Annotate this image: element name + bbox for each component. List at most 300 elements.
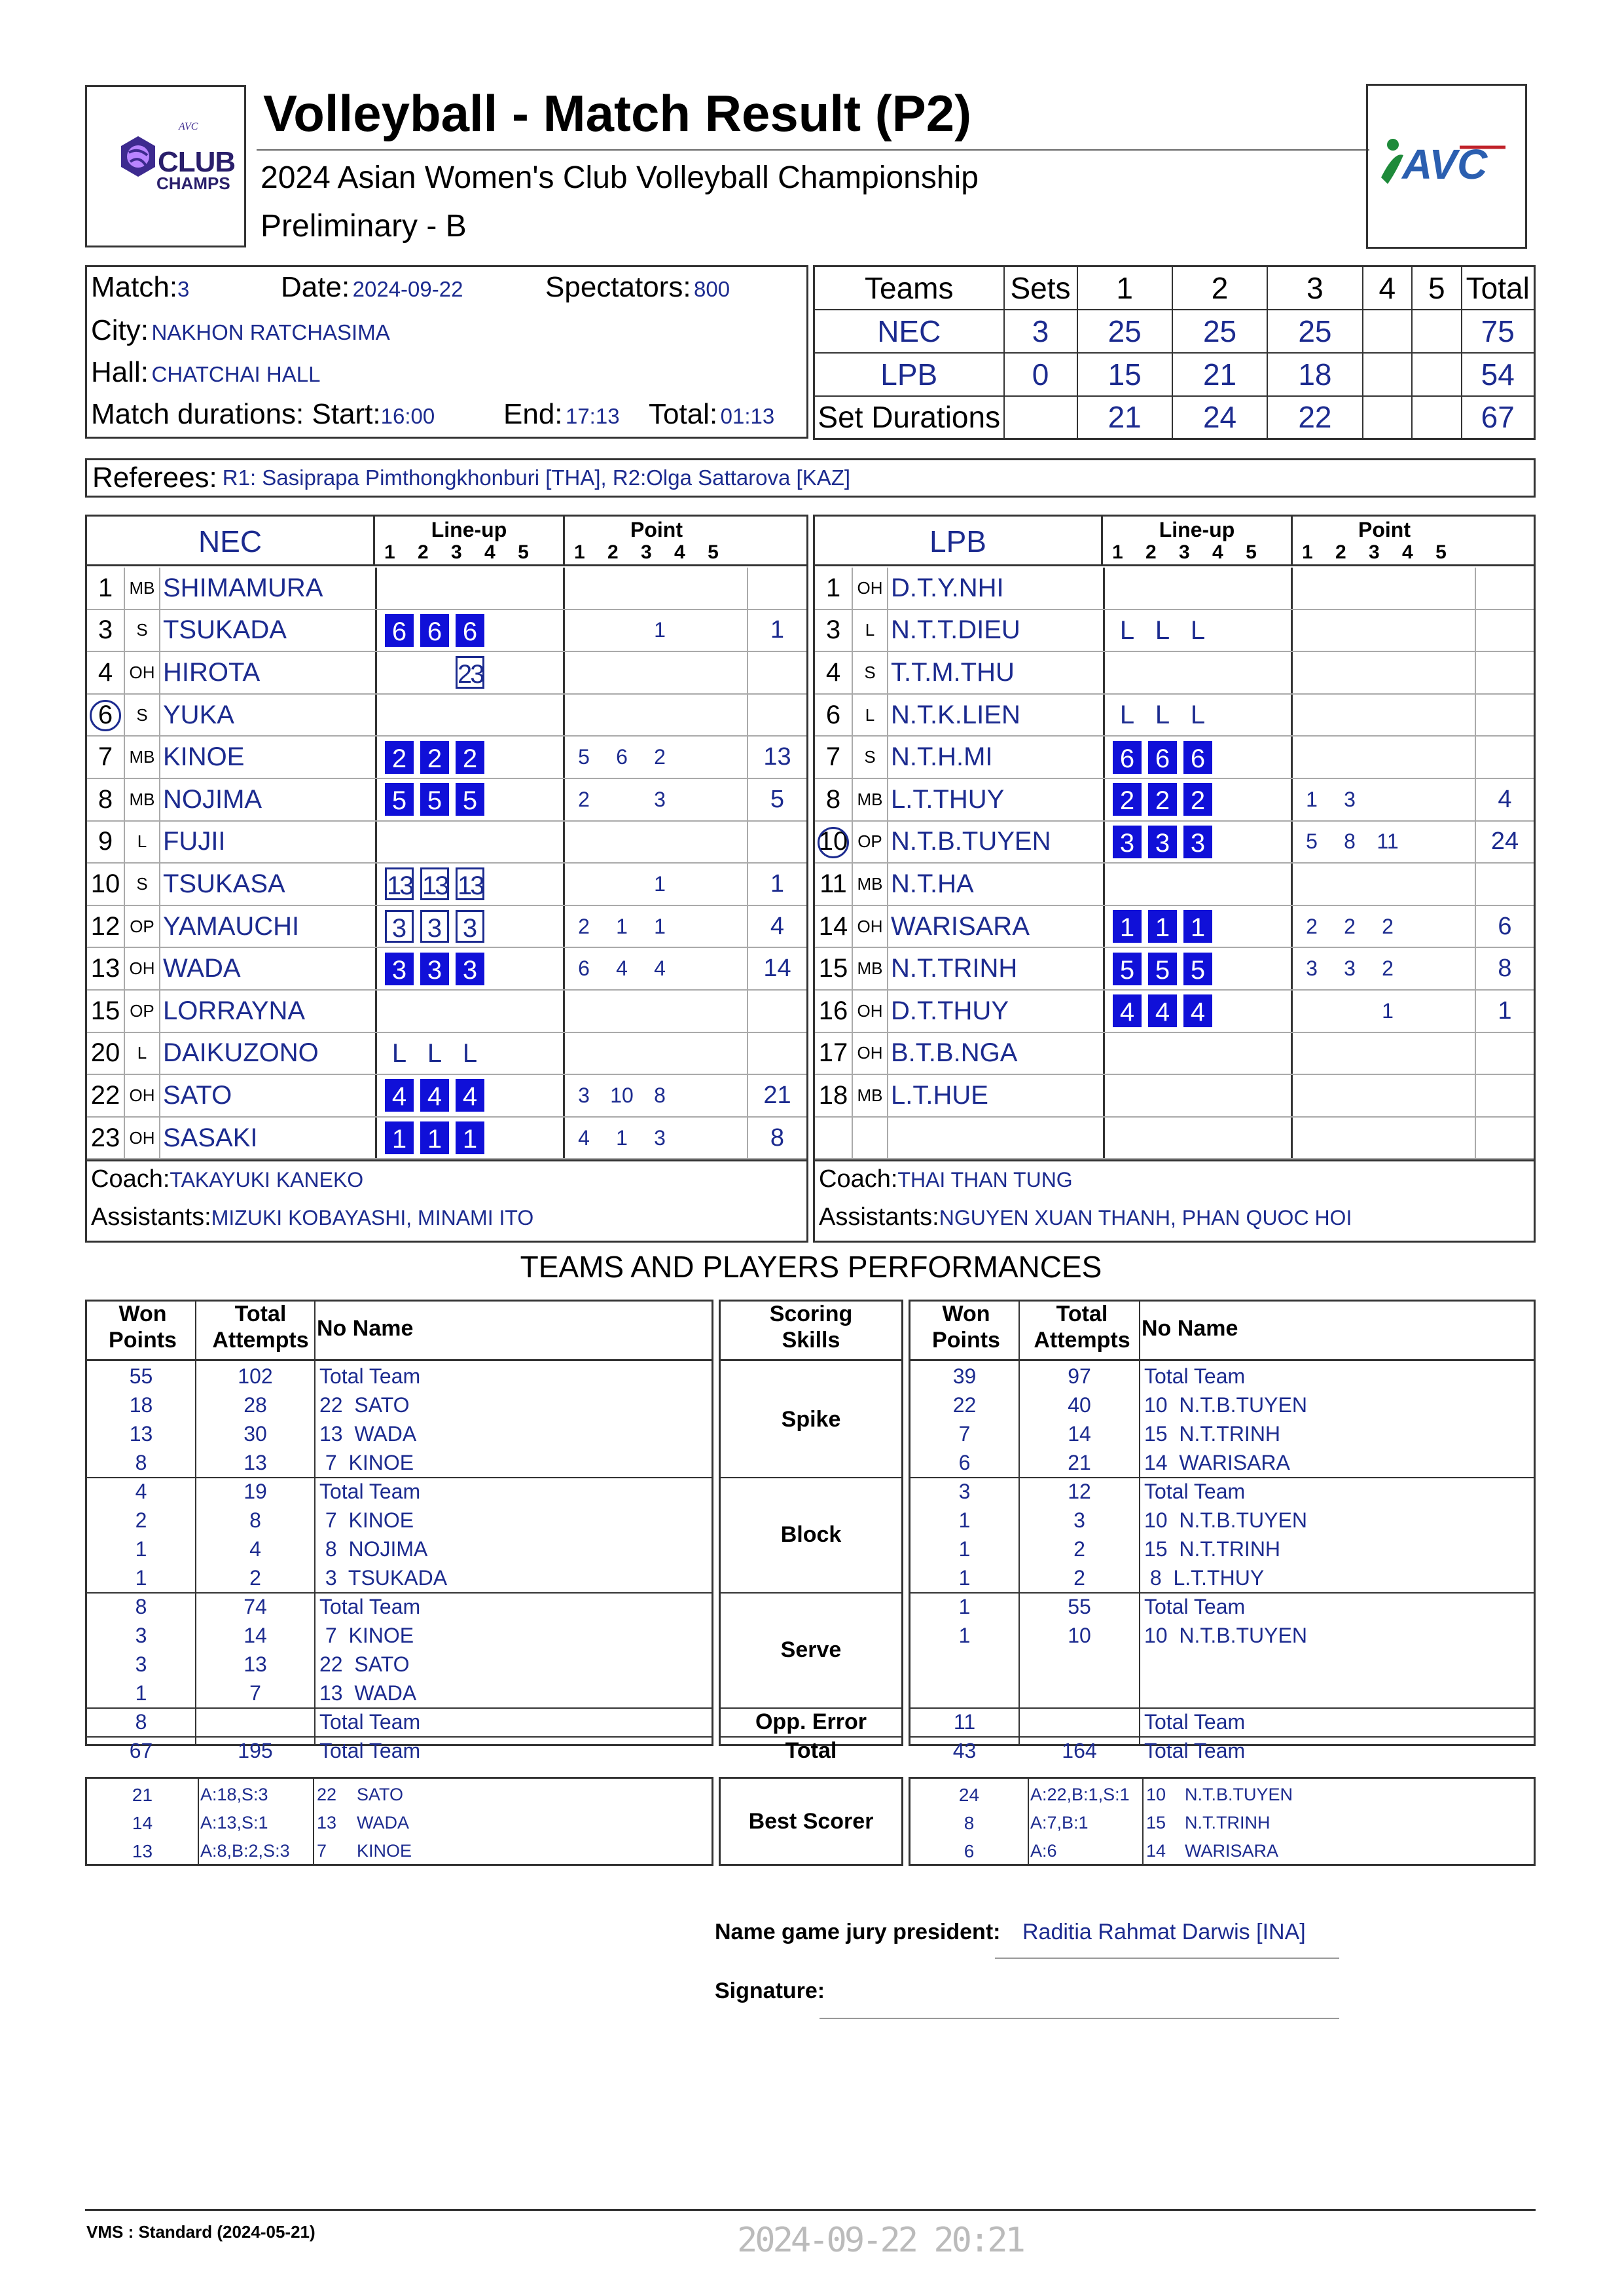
player-position: MB bbox=[852, 779, 888, 820]
score-header-set3: 3 bbox=[1267, 266, 1362, 310]
best-name-cell: WARISARA bbox=[1185, 1841, 1279, 1861]
perf-attempts-cell bbox=[1020, 1707, 1139, 1736]
perf-won-cell: 8 bbox=[135, 1710, 147, 1734]
best-number-cell: 15 bbox=[1146, 1813, 1166, 1832]
skill-name-serve: Serve bbox=[780, 1637, 842, 1662]
player-position: S bbox=[124, 695, 160, 736]
point-cells bbox=[565, 779, 748, 820]
score-header-sets: Sets bbox=[1004, 266, 1077, 310]
header-divider bbox=[719, 1359, 903, 1361]
lineup-set3: 3 bbox=[1183, 826, 1212, 858]
col-divider bbox=[1139, 1302, 1140, 1744]
header-divider bbox=[909, 1359, 1536, 1361]
perf-won-cell: 8 bbox=[135, 1595, 147, 1618]
perf-won-cell: 2 bbox=[135, 1508, 147, 1532]
player-total-points: 8 bbox=[1498, 955, 1512, 983]
referees-box bbox=[85, 458, 1536, 498]
player-name: HIROTA bbox=[163, 657, 261, 687]
lineup-cells bbox=[375, 652, 565, 693]
perf-name-cell: 14 WARISARA bbox=[1144, 1451, 1290, 1474]
col-attempts-header: Attempts bbox=[1034, 1328, 1130, 1353]
point-set2: 6 bbox=[616, 745, 628, 769]
player-name: D.T.THUY bbox=[891, 996, 1009, 1025]
score-cell bbox=[1363, 396, 1412, 439]
score-header-total: Total bbox=[1462, 266, 1535, 310]
lineup-cells bbox=[375, 1118, 565, 1159]
match-number-field: Match:3 bbox=[91, 271, 190, 303]
logo-text-bottom: CHAMPS bbox=[156, 173, 230, 193]
best-name-cell: SATO bbox=[357, 1785, 404, 1804]
score-header-set5: 5 bbox=[1412, 266, 1461, 310]
point-cells bbox=[565, 1033, 748, 1074]
point-set3: 2 bbox=[654, 745, 666, 769]
perf-won-cell bbox=[910, 1679, 1018, 1707]
player-row bbox=[87, 1118, 806, 1160]
assistants-field bbox=[819, 1203, 1352, 1231]
lineup-cells bbox=[375, 948, 565, 989]
skill-name-opp-error: Opp. Error bbox=[755, 1709, 867, 1734]
player-total-points bbox=[748, 1033, 806, 1074]
coach-section bbox=[87, 1159, 806, 1241]
point-cells bbox=[565, 822, 748, 863]
assistants-field bbox=[91, 1203, 533, 1231]
player-total-points bbox=[748, 695, 806, 736]
score-cell: 0 bbox=[1004, 353, 1077, 396]
lineup-set2: 3 bbox=[420, 910, 449, 943]
perf-attempts-cell: 40 bbox=[1068, 1393, 1091, 1417]
perf-won-cell: 3 bbox=[958, 1480, 971, 1503]
lineup-set2: 1 bbox=[1148, 910, 1177, 943]
point-set3: 11 bbox=[1377, 829, 1399, 854]
perf-won-cell: 1 bbox=[958, 1624, 971, 1647]
point-cells bbox=[565, 948, 748, 989]
best-name-cell: N.T.B.TUYEN bbox=[1185, 1785, 1293, 1804]
lineup-set2: 5 bbox=[420, 783, 449, 816]
point-set2: 3 bbox=[1344, 787, 1356, 811]
point-cells bbox=[1293, 1033, 1476, 1074]
lineup-set3: 23 bbox=[456, 656, 484, 689]
point-set2: 1 bbox=[616, 914, 628, 938]
player-number: 1 bbox=[825, 573, 841, 602]
perf-won-cell: 1 bbox=[135, 1566, 147, 1590]
player-name: N.T.B.TUYEN bbox=[891, 827, 1051, 856]
lineup-set2: 2 bbox=[1148, 783, 1177, 816]
perf-attempts-cell: 12 bbox=[1068, 1480, 1091, 1503]
player-row bbox=[87, 948, 806, 991]
score-header-set4: 4 bbox=[1363, 266, 1412, 310]
coach-section bbox=[815, 1159, 1534, 1241]
perf-name-cell: 22 SATO bbox=[319, 1393, 410, 1417]
perf-name-cell: 15 N.T.TRINH bbox=[1144, 1537, 1281, 1561]
score-cell: Set Durations bbox=[814, 396, 1004, 439]
perf-won-cell: 3 bbox=[135, 1652, 147, 1676]
perf-attempts-cell: 7 bbox=[249, 1681, 261, 1705]
score-cell bbox=[1412, 310, 1461, 353]
player-name: WADA bbox=[163, 954, 241, 983]
player-total-points bbox=[1476, 652, 1534, 693]
lineup-set2: 3 bbox=[1148, 826, 1177, 858]
lineup-set1: 6 bbox=[1113, 741, 1142, 774]
player-position: L bbox=[852, 695, 888, 736]
perf-name-cell: 7 KINOE bbox=[319, 1624, 414, 1647]
perf-name-cell: 10 N.T.B.TUYEN bbox=[1144, 1624, 1307, 1647]
point-cells bbox=[1293, 864, 1476, 905]
player-total-points bbox=[748, 991, 806, 1032]
perf-won-cell: 43 bbox=[952, 1739, 977, 1762]
perf-attempts-cell bbox=[196, 1707, 314, 1736]
lineup-set3: 1 bbox=[1183, 910, 1212, 943]
point-set1: 1 bbox=[1306, 787, 1318, 811]
perf-won-cell: 1 bbox=[135, 1537, 147, 1561]
point-cells bbox=[565, 737, 748, 778]
lineup-cells bbox=[375, 1075, 565, 1116]
best-breakdown-cell: A:6 bbox=[1030, 1841, 1057, 1861]
player-position: MB bbox=[124, 568, 160, 609]
lineup-set1: 2 bbox=[385, 741, 414, 774]
player-row bbox=[815, 568, 1534, 610]
skill-header: Scoring bbox=[769, 1302, 853, 1326]
point-cells bbox=[565, 652, 748, 693]
player-total-points: 8 bbox=[770, 1123, 785, 1152]
lineup-cells bbox=[1103, 991, 1293, 1032]
lineup-set1: 5 bbox=[1113, 953, 1142, 985]
score-cell: 25 bbox=[1267, 310, 1362, 353]
perf-name-cell: Total Team bbox=[1144, 1710, 1246, 1734]
player-total-points bbox=[1476, 1033, 1534, 1074]
jury-name: Raditia Rahmat Darwis [INA] bbox=[1022, 1920, 1306, 1944]
player-position: OH bbox=[124, 948, 160, 989]
player-total-points bbox=[748, 568, 806, 609]
player-row bbox=[87, 991, 806, 1033]
lineup-cells bbox=[1103, 737, 1293, 778]
perf-won-cell: 18 bbox=[129, 1393, 153, 1417]
player-name: N.T.K.LIEN bbox=[891, 700, 1020, 729]
player-row bbox=[815, 695, 1534, 737]
federation-logo-box bbox=[1366, 84, 1527, 249]
captain-circle-icon bbox=[90, 700, 121, 731]
player-number: 20 bbox=[90, 1038, 120, 1068]
player-total-points: 13 bbox=[763, 743, 791, 771]
player-total-points: 4 bbox=[1498, 785, 1512, 813]
perf-attempts-cell bbox=[1020, 1679, 1139, 1707]
perf-name-cell: 8 L.T.THUY bbox=[1144, 1566, 1265, 1590]
player-row bbox=[87, 737, 806, 779]
perf-name-cell: Total Team bbox=[319, 1480, 421, 1503]
header-divider bbox=[85, 1359, 713, 1361]
player-position: S bbox=[852, 652, 888, 693]
perf-won-cell: 39 bbox=[952, 1364, 977, 1388]
lineup-set3: L bbox=[1190, 615, 1206, 645]
lineup-set2: 2 bbox=[420, 741, 449, 774]
logo-text-top: CLUB bbox=[158, 146, 236, 178]
point-set1: 2 bbox=[1306, 914, 1318, 938]
score-row-durations bbox=[814, 396, 1535, 439]
perf-name-cell: 10 N.T.B.TUYEN bbox=[1144, 1393, 1307, 1417]
score-cell: 54 bbox=[1462, 353, 1535, 396]
point-cells bbox=[1293, 991, 1476, 1032]
score-header-teams: Teams bbox=[814, 266, 1004, 310]
point-cells bbox=[1293, 1075, 1476, 1116]
lineup-set2: L bbox=[1155, 615, 1170, 645]
col-attempts-header: Attempts bbox=[212, 1328, 309, 1353]
lineup-set2: L bbox=[1155, 701, 1170, 730]
coach-field bbox=[819, 1165, 1073, 1194]
lineup-cells bbox=[375, 906, 565, 947]
perf-won-cell: 55 bbox=[129, 1364, 153, 1388]
point-cells bbox=[1293, 737, 1476, 778]
point-cells bbox=[565, 695, 748, 736]
point-set3: 1 bbox=[1382, 998, 1394, 1023]
perf-won-cell: 1 bbox=[135, 1681, 147, 1705]
player-position: OH bbox=[852, 991, 888, 1032]
lineup-set3: L bbox=[462, 1038, 478, 1068]
lineup-set-numbers: 1 2 3 4 5 bbox=[384, 541, 529, 563]
player-position: OH bbox=[852, 568, 888, 609]
col-won-points-header: Won bbox=[942, 1302, 990, 1326]
point-set2: 3 bbox=[1344, 957, 1356, 981]
score-header-set1: 1 bbox=[1077, 266, 1172, 310]
footer-divider bbox=[85, 2209, 1536, 2211]
player-position: OH bbox=[124, 1075, 160, 1116]
best-breakdown-cell: A:13,S:1 bbox=[200, 1813, 268, 1832]
player-row bbox=[815, 1075, 1534, 1118]
player-row bbox=[815, 906, 1534, 949]
lineup-label: Line-up bbox=[431, 518, 507, 541]
lineup-header bbox=[375, 517, 565, 566]
point-set3: 1 bbox=[654, 914, 666, 938]
perf-attempts-cell: 2 bbox=[1073, 1566, 1085, 1590]
coach-label: Coach: bbox=[91, 1165, 170, 1194]
perf-name-cell: 13 WADA bbox=[319, 1681, 417, 1705]
player-row bbox=[87, 1033, 806, 1076]
perf-attempts-cell: 13 bbox=[243, 1652, 267, 1676]
point-set-numbers: 1 2 3 4 5 bbox=[1302, 541, 1447, 563]
player-name: KINOE bbox=[163, 742, 245, 772]
lineup-set3: 4 bbox=[1183, 994, 1212, 1027]
lineup-label: Line-up bbox=[1159, 518, 1235, 541]
score-cell: 3 bbox=[1004, 310, 1077, 353]
match-date-field: Date: 2024-09-22 bbox=[281, 271, 463, 303]
player-total-points bbox=[1476, 864, 1534, 905]
player-position: MB bbox=[852, 1075, 888, 1116]
lineup-set2: 1 bbox=[420, 1121, 449, 1154]
player-total-points bbox=[1476, 568, 1534, 609]
coach-label: Coach: bbox=[819, 1165, 898, 1194]
player-number bbox=[815, 1118, 852, 1159]
perf-won-cell: 7 bbox=[958, 1422, 971, 1446]
player-name: N.T.T.DIEU bbox=[891, 615, 1020, 645]
best-left-box bbox=[85, 1777, 713, 1866]
player-row bbox=[815, 991, 1534, 1033]
player-number: 11 bbox=[820, 869, 847, 898]
point-set2: 8 bbox=[1344, 829, 1356, 854]
skill-name-total: Total bbox=[785, 1738, 837, 1763]
score-table bbox=[813, 265, 1536, 440]
perf-won-cell: 3 bbox=[135, 1624, 147, 1647]
vms-label: VMS : Standard (2024-05-21) bbox=[86, 2222, 315, 2242]
point-cells bbox=[1293, 695, 1476, 736]
lineup-set1: 3 bbox=[1113, 826, 1142, 858]
perf-won-cell: 6 bbox=[958, 1451, 971, 1474]
player-total-points: 1 bbox=[770, 869, 785, 898]
best-points-cell: 13 bbox=[132, 1841, 153, 1861]
lineup-set2: 4 bbox=[1148, 994, 1177, 1027]
svg-text:AVC: AVC bbox=[179, 121, 198, 132]
player-total-points bbox=[748, 822, 806, 863]
col-attempts-header: Total bbox=[234, 1302, 287, 1326]
player-row bbox=[87, 1075, 806, 1118]
player-position: MB bbox=[852, 948, 888, 989]
col-won-points-header: Points bbox=[932, 1328, 1000, 1353]
lineup-set1: 1 bbox=[1113, 910, 1142, 943]
lineup-cells bbox=[1103, 1033, 1293, 1074]
lineup-cells bbox=[1103, 864, 1293, 905]
perf-attempts-cell: 102 bbox=[238, 1364, 273, 1388]
lineup-header bbox=[1103, 517, 1293, 566]
best-points-cell: 24 bbox=[958, 1785, 980, 1805]
point-set3: 3 bbox=[654, 787, 666, 811]
player-position: OH bbox=[124, 652, 160, 693]
score-cell bbox=[1412, 396, 1461, 439]
lineup-set3: 2 bbox=[1183, 783, 1212, 816]
point-cells bbox=[1293, 568, 1476, 609]
point-cells bbox=[565, 906, 748, 947]
best-number-cell: 14 bbox=[1146, 1841, 1166, 1861]
perf-attempts-cell: 195 bbox=[238, 1739, 273, 1762]
best-breakdown-cell: A:8,B:2,S:3 bbox=[200, 1841, 290, 1861]
perf-attempts-cell: 74 bbox=[243, 1595, 267, 1618]
point-set3: 2 bbox=[1382, 957, 1394, 981]
score-cell bbox=[1363, 353, 1412, 396]
score-cell bbox=[1004, 396, 1077, 439]
player-row bbox=[815, 737, 1534, 779]
player-number: 1 bbox=[98, 573, 113, 602]
lineup-set-numbers: 1 2 3 4 5 bbox=[1112, 541, 1257, 563]
assistants-names: NGUYEN XUAN THANH, PHAN QUOC HOI bbox=[939, 1206, 1352, 1230]
lineup-set3: L bbox=[1190, 701, 1206, 730]
lineup-set2: 4 bbox=[420, 1079, 449, 1112]
lineup-cells bbox=[375, 610, 565, 651]
player-row bbox=[87, 610, 806, 653]
player-row bbox=[87, 822, 806, 864]
lineup-set1: 6 bbox=[385, 614, 414, 647]
lineup-cells bbox=[1103, 652, 1293, 693]
point-cells bbox=[1293, 652, 1476, 693]
player-total-points: 4 bbox=[770, 912, 785, 940]
player-number: 10 bbox=[90, 869, 120, 898]
point-set1: 3 bbox=[578, 1083, 590, 1107]
player-position: OH bbox=[124, 1118, 160, 1159]
score-cell: 21 bbox=[1172, 353, 1267, 396]
perf-attempts-cell: 10 bbox=[1068, 1624, 1091, 1647]
score-cell: 22 bbox=[1267, 396, 1362, 439]
perf-name-cell: Total Team bbox=[319, 1710, 421, 1734]
perf-name-cell: 10 N.T.B.TUYEN bbox=[1144, 1508, 1307, 1532]
point-label: Point bbox=[1358, 518, 1411, 541]
skill-header: Skills bbox=[782, 1328, 840, 1353]
col-won-points-header: Points bbox=[109, 1328, 177, 1353]
lineup-set1: L bbox=[391, 1038, 407, 1068]
match-info-box bbox=[85, 265, 808, 439]
player-row bbox=[815, 822, 1534, 864]
skill-name-spike: Spike bbox=[781, 1407, 841, 1432]
perf-name-cell: 13 WADA bbox=[319, 1422, 417, 1446]
player-row bbox=[815, 610, 1534, 653]
lineup-set2: 6 bbox=[420, 614, 449, 647]
lineup-set1: 2 bbox=[1113, 783, 1142, 816]
referees-text: R1: Sasiprapa Pimthongkhonburi [THA], R2:Olga Sattarova [KAZ] bbox=[222, 465, 851, 490]
point-cells bbox=[565, 610, 748, 651]
player-row bbox=[815, 948, 1534, 991]
player-position: OH bbox=[852, 1033, 888, 1074]
perf-attempts-cell: 14 bbox=[243, 1624, 267, 1647]
player-number: 6 bbox=[87, 695, 124, 736]
best-points-cell: 21 bbox=[132, 1785, 153, 1805]
perf-attempts-cell: 4 bbox=[249, 1537, 261, 1561]
point-set2: 1 bbox=[616, 1125, 628, 1150]
player-row bbox=[87, 652, 806, 695]
perf-won-cell: 1 bbox=[958, 1566, 971, 1590]
best-skill-box bbox=[719, 1777, 903, 1866]
page-subtitle: 2024 Asian Women's Club Volleyball Championship bbox=[261, 160, 979, 195]
perf-name-cell: 22 SATO bbox=[319, 1652, 410, 1676]
point-cells bbox=[565, 864, 748, 905]
point-header bbox=[1293, 517, 1534, 566]
player-name: N.T.HA bbox=[891, 869, 974, 898]
score-cell: LPB bbox=[814, 353, 1004, 396]
score-cell: 67 bbox=[1462, 396, 1535, 439]
player-position: L bbox=[124, 822, 160, 863]
lineup-set1: L bbox=[1119, 701, 1135, 730]
best-breakdown-cell: A:22,B:1,S:1 bbox=[1030, 1785, 1130, 1804]
best-right-box bbox=[909, 1777, 1536, 1866]
player-total-points: 1 bbox=[1498, 996, 1512, 1025]
lineup-cells bbox=[375, 822, 565, 863]
player-number: 16 bbox=[818, 996, 848, 1025]
lineup-cells bbox=[1103, 1118, 1293, 1159]
player-total-points bbox=[1476, 695, 1534, 736]
player-name: L.T.THUY bbox=[891, 784, 1005, 814]
end-field: End: 17:13 bbox=[503, 398, 620, 430]
lineup-set2: 6 bbox=[1148, 741, 1177, 774]
signature-line bbox=[820, 2018, 1339, 2019]
team-panel-nec bbox=[85, 515, 808, 1243]
lineup-cells bbox=[375, 864, 565, 905]
player-position: L bbox=[852, 610, 888, 651]
player-number: 15 bbox=[818, 954, 848, 983]
player-position: OP bbox=[124, 906, 160, 947]
player-number: 3 bbox=[98, 615, 113, 645]
lineup-set3: 3 bbox=[456, 953, 484, 985]
lineup-set3: 5 bbox=[1183, 953, 1212, 985]
perf-attempts-cell: 55 bbox=[1068, 1595, 1091, 1618]
svg-text:AVC: AVC bbox=[1402, 141, 1488, 188]
perf-name-cell: Total Team bbox=[1144, 1739, 1246, 1762]
player-row bbox=[815, 652, 1534, 695]
point-cells bbox=[1293, 948, 1476, 989]
point-set1: 4 bbox=[578, 1125, 590, 1150]
best-scorer-label: Best Scorer bbox=[748, 1808, 874, 1834]
lineup-set2: L bbox=[427, 1038, 442, 1068]
perf-won-cell: 13 bbox=[129, 1422, 153, 1446]
lineup-set3: 1 bbox=[456, 1121, 484, 1154]
player-row bbox=[87, 779, 806, 822]
player-number: 8 bbox=[98, 784, 113, 814]
perf-won-cell: 11 bbox=[953, 1710, 976, 1734]
coach-name: THAI THAN TUNG bbox=[897, 1168, 1073, 1192]
perf-name-cell: 7 KINOE bbox=[319, 1451, 414, 1474]
lineup-set1: 13 bbox=[385, 867, 414, 900]
